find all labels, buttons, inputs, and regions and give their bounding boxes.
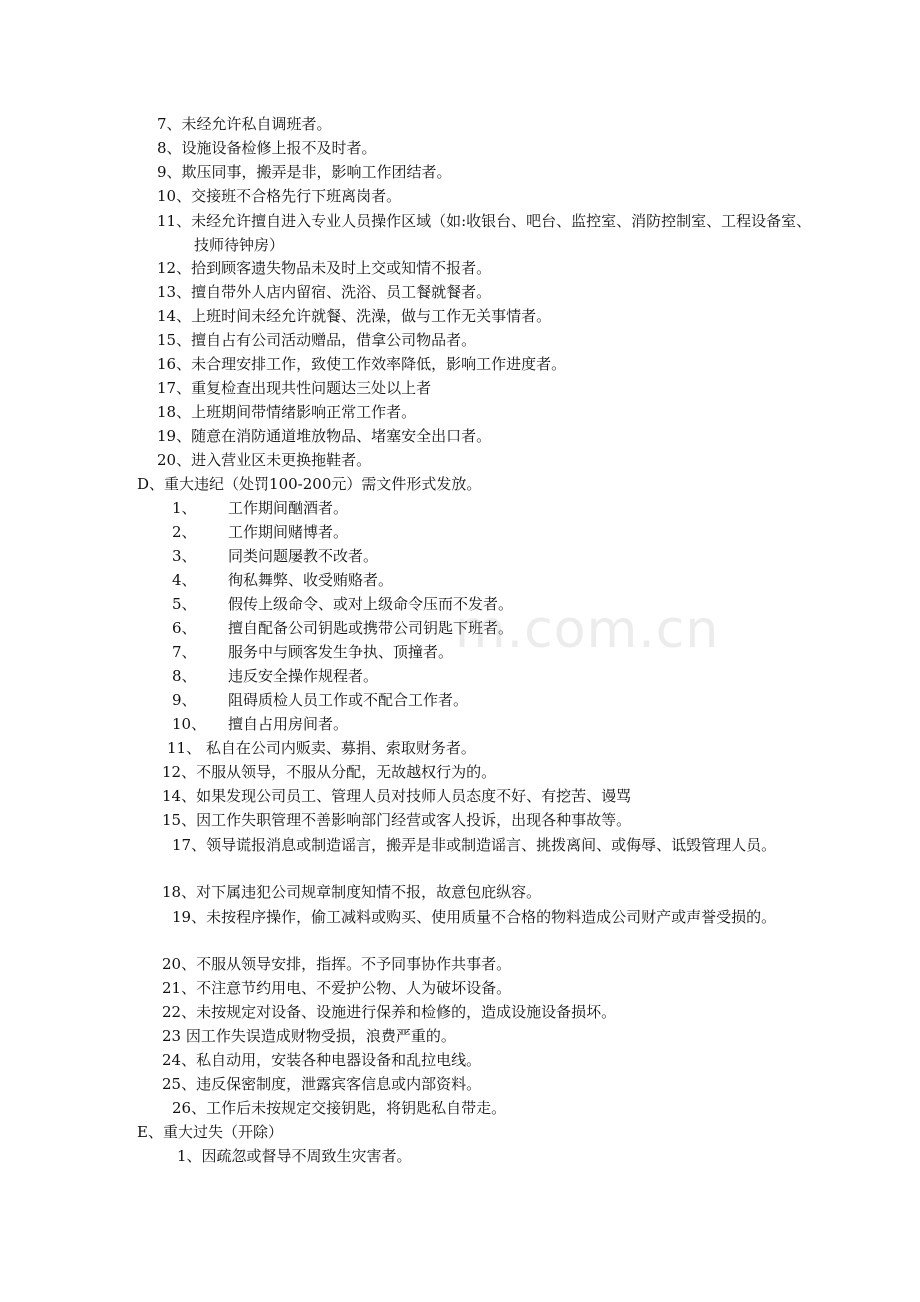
rule-line: 8、设施设备检修上报不及时者。: [157, 139, 377, 157]
rule-line-numbered: [172, 689, 468, 711]
watermark-text: m.com.cn: [455, 600, 720, 660]
item-text: 徇私舞弊、收受贿赂者。: [228, 571, 394, 589]
rule-line: 11、 私自在公司内贩卖、募捐、索取财务者。: [167, 739, 476, 757]
rule-line-wrapped: 11、未经允许擅自进入专业人员操作区域（如:收银台、吧台、监控室、消防控制室、工程设备室、技师待钟房）: [157, 212, 812, 254]
rule-line-numbered: [172, 713, 348, 735]
rule-line: 12、拾到顾客遗失物品未及时上交或知情不报者。: [157, 259, 492, 277]
item-text: 工作期间赌博者。: [228, 523, 349, 541]
item-number: 6、: [172, 619, 197, 637]
rule-line-wrapped: 19、未按程序操作，偷工减料或购买、使用质量不合格的物料造成公司财产或声誉受损的。: [172, 908, 777, 926]
rule-line: 25、违反保密制度，泄露宾客信息或内部资料。: [162, 1075, 482, 1093]
item-number: 8、: [172, 667, 197, 685]
rule-line: 26、工作后未按规定交接钥匙，将钥匙私自带走。: [172, 1099, 507, 1117]
rule-line: 21、不注意节约用电、不爱护公物、人为破坏设备。: [162, 979, 512, 997]
item-number: 4、: [172, 571, 197, 589]
item-number: 7、: [172, 643, 197, 661]
rule-line: 22、未按规定对设备、设施进行保养和检修的，造成设施设备损坏。: [162, 1003, 617, 1021]
rule-line-numbered: [172, 569, 393, 591]
item-number: 3、: [172, 547, 197, 565]
rule-line-wrapped: 17、领导谎报消息或制造谣言，搬弄是非或制造谣言、挑拨离间、或侮辱、诋毁管理人员。: [172, 836, 777, 854]
item-text: 违反安全操作规程者。: [228, 667, 379, 685]
item-number: 9、: [172, 691, 197, 709]
item-text: 擅自配备公司钥匙或携带公司钥匙下班者。: [228, 619, 514, 637]
item-text: 阻碍质检人员工作或不配合工作者。: [228, 691, 469, 709]
rule-line-numbered: [172, 497, 348, 519]
item-text: 工作期间酗酒者。: [228, 499, 349, 517]
item-number: 10、: [172, 715, 207, 733]
rule-line: 18、对下属违犯公司规章制度知情不报，故意包庇纵容。: [162, 883, 542, 901]
rule-line: 12、不服从领导，不服从分配，无故越权行为的。: [162, 763, 497, 781]
section-heading-d: D、重大违纪（处罚100-200元）需文件形式发放。: [137, 475, 482, 493]
item-text: 擅自占用房间者。: [228, 715, 349, 733]
item-number: 2、: [172, 523, 197, 541]
rule-line-numbered: [172, 545, 378, 567]
rule-line-numbered: [172, 521, 348, 543]
rule-line: 19、随意在消防通道堆放物品、堵塞安全出口者。: [157, 427, 492, 445]
rule-line: 15、因工作失职管理不善影响部门经营或客人投诉，出现各种事故等。: [162, 811, 632, 829]
rule-line: 20、进入营业区未更换拖鞋者。: [157, 451, 372, 469]
rule-line: 1、因疏忽或督导不周致生灾害者。: [177, 1147, 412, 1165]
rule-line: 14、上班时间未经允许就餐、洗澡，做与工作无关事情者。: [157, 307, 552, 325]
rule-line: 9、欺压同事，搬弄是非，影响工作团结者。: [157, 163, 452, 181]
rule-line: 17、重复检查出现共性问题达三处以上者: [157, 379, 432, 397]
rule-line: 23 因工作失误造成财物受损，浪费严重的。: [162, 1027, 456, 1045]
rule-line: 13、擅自带外人店内留宿、洗浴、员工餐就餐者。: [157, 283, 492, 301]
rule-line: 16、未合理安排工作，致使工作效率降低，影响工作进度者。: [157, 355, 567, 373]
item-text: 同类问题屡教不改者。: [228, 547, 379, 565]
item-number: 1、: [172, 499, 197, 517]
rule-line: 20、不服从领导安排，指挥。不予同事协作共事者。: [162, 955, 512, 973]
rule-line-numbered: [172, 665, 378, 687]
rule-line: 15、擅自占有公司活动赠品，借拿公司物品者。: [157, 331, 477, 349]
rule-line: 7、未经允许私自调班者。: [157, 115, 332, 133]
item-text: 假传上级命令、或对上级命令压而不发者。: [228, 595, 514, 613]
rule-line: 24、私自动用，安装各种电器设备和乱拉电线。: [162, 1051, 482, 1069]
section-heading-e: E、重大过失（开除）: [137, 1123, 283, 1141]
rule-line: 10、交接班不合格先行下班离岗者。: [157, 187, 402, 205]
item-number: 5、: [172, 595, 197, 613]
rule-line: 18、上班期间带情绪影响正常工作者。: [157, 403, 417, 421]
item-text: 服务中与顾客发生争执、顶撞者。: [228, 643, 454, 661]
rule-line-numbered: [172, 641, 453, 663]
rule-line: 14、如果发现公司员工、管理人员对技师人员态度不好、有挖苦、谩骂: [162, 787, 632, 805]
